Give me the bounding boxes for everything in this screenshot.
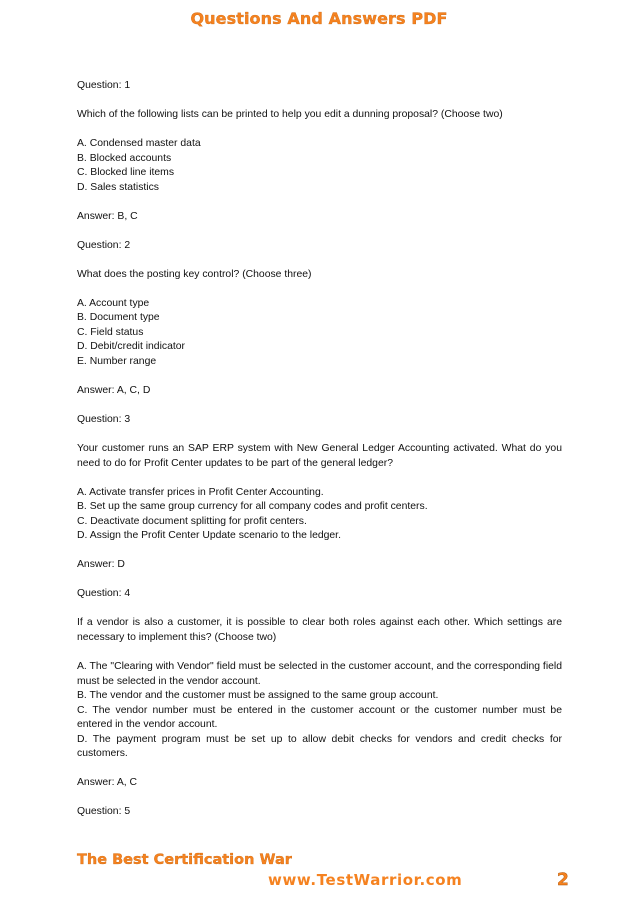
footer-brand: The Best Certification War bbox=[77, 852, 292, 868]
question-text: What does the posting key control? (Choose three) bbox=[77, 268, 312, 280]
option-list bbox=[77, 297, 562, 370]
question-number: Question: 5 bbox=[77, 806, 131, 818]
answer-text: Answer: D bbox=[77, 559, 125, 571]
option-item: D. Debit/credit indicator bbox=[77, 341, 185, 353]
option-item: A. Account type bbox=[77, 297, 150, 309]
option-item: B. The vendor and the customer must be assigned to the same group account. bbox=[77, 690, 439, 702]
answer-text: Answer: B, C bbox=[77, 210, 138, 222]
option-item: A. Activate transfer prices in Profit Center Accounting. bbox=[77, 486, 324, 498]
option-item: D. The payment program must be set up to allow debit checks for vendors and credit checks for customers. bbox=[77, 733, 562, 760]
option-item: B. Set up the same group currency for all company codes and profit centers. bbox=[77, 501, 428, 513]
question-number: Question: 2 bbox=[77, 239, 131, 251]
question-list bbox=[77, 79, 562, 834]
question-number: Question: 3 bbox=[77, 414, 131, 426]
page-number: 2 bbox=[557, 870, 569, 890]
header-title: Questions And Answers PDF bbox=[190, 9, 448, 28]
option-item: C. Blocked line items bbox=[77, 167, 175, 179]
option-item: A. The "Clearing with Vendor" field must be selected in the customer account, and the corresponding field must be selected in the vendor account. bbox=[77, 660, 562, 687]
footer-url-link[interactable]: www.TestWarrior.com bbox=[268, 871, 463, 889]
option-item: A. Condensed master data bbox=[77, 137, 201, 149]
option-list bbox=[77, 137, 562, 195]
option-item: C. Field status bbox=[77, 326, 144, 338]
answer-text: Answer: A, C, D bbox=[77, 385, 151, 397]
option-item: D. Sales statistics bbox=[77, 181, 159, 193]
option-item: E. Number range bbox=[77, 356, 157, 368]
option-item: B. Document type bbox=[77, 312, 160, 324]
option-list bbox=[77, 486, 562, 544]
question-number: Question: 4 bbox=[77, 588, 131, 600]
question-text: Your customer runs an SAP ERP system with New General Ledger Accounting activated. What do you need to do for Profit Center updates to be part of the general ledger? bbox=[77, 443, 562, 469]
option-list bbox=[77, 660, 562, 762]
answer-text: Answer: A, C bbox=[77, 777, 138, 789]
option-item: B. Blocked accounts bbox=[77, 152, 172, 164]
option-item: D. Assign the Profit Center Update scenario to the ledger. bbox=[77, 530, 341, 542]
question-text: Which of the following lists can be printed to help you edit a dunning proposal? (Choose two) bbox=[77, 108, 503, 120]
option-item: C. Deactivate document splitting for profit centers. bbox=[77, 515, 307, 527]
question-text: If a vendor is also a customer, it is possible to clear both roles against each other. Which settings are necessary to implement this? (Choose two) bbox=[77, 617, 562, 643]
option-item: C. The vendor number must be entered in the customer account or the customer number must be entered in the vendor account. bbox=[77, 704, 562, 731]
question-number: Question: 1 bbox=[77, 80, 131, 91]
